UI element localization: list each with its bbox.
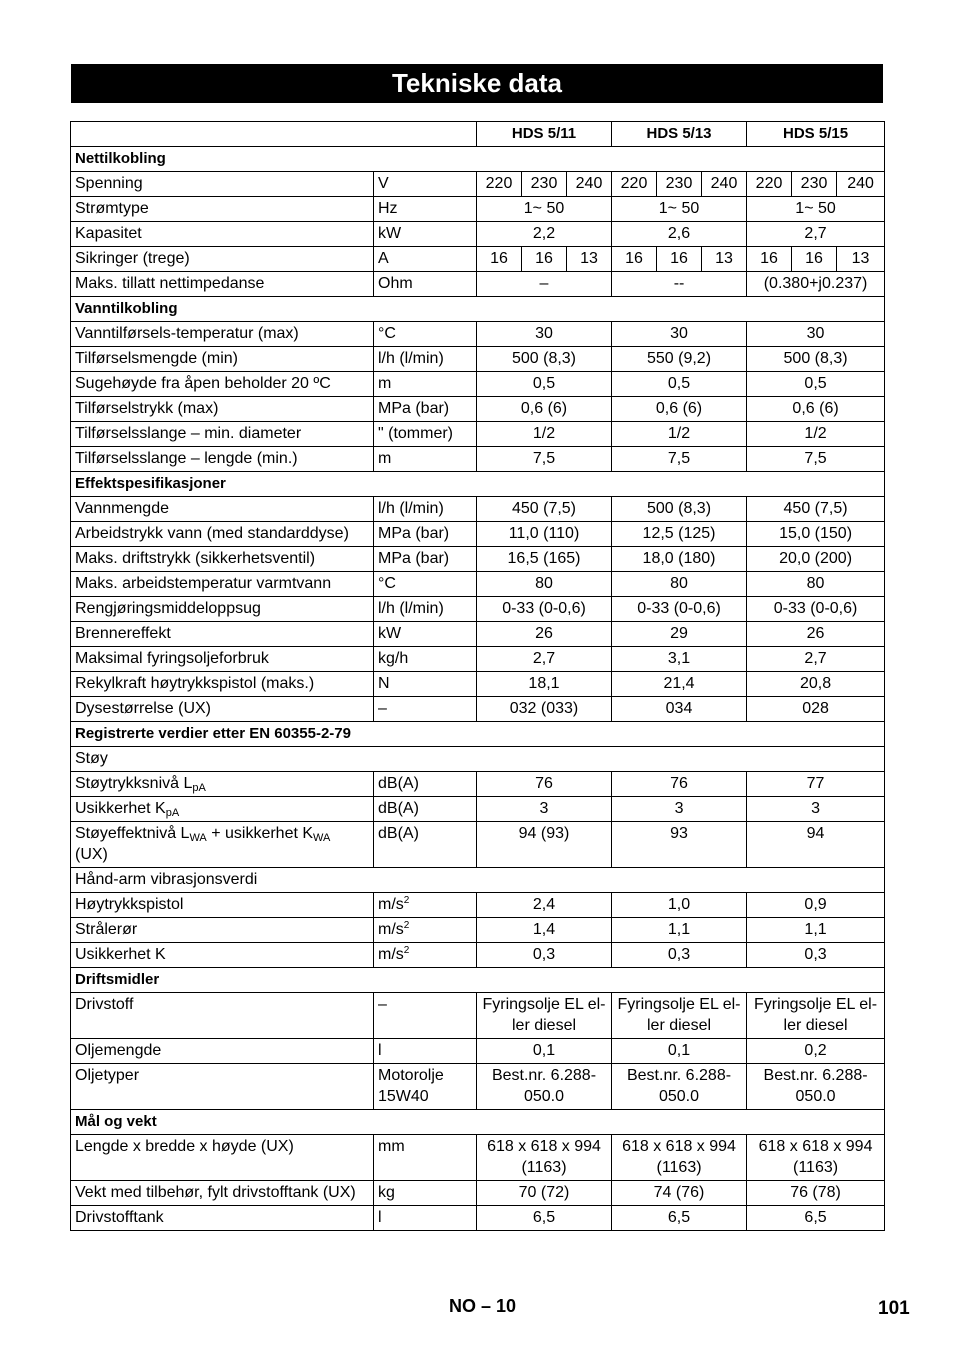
value-cell: 13 [567, 247, 612, 272]
value-cell: 618 x 618 x 994 (1163) [612, 1135, 747, 1181]
value-cell: 0-33 (0-0,6) [612, 597, 747, 622]
value-cell: 034 [612, 697, 747, 722]
row-unit: MPa (bar) [374, 397, 477, 422]
row-unit: – [374, 993, 477, 1039]
value-cell: 240 [837, 172, 885, 197]
value-cell: 618 x 618 x 994 (1163) [477, 1135, 612, 1181]
value-cell: 80 [612, 572, 747, 597]
row-unit: MPa (bar) [374, 522, 477, 547]
value-cell: 20,8 [747, 672, 885, 697]
value-cell: 76 [612, 772, 747, 797]
value-cell: 2,7 [477, 647, 612, 672]
value-cell: 2,4 [477, 893, 612, 918]
row-unit: m [374, 372, 477, 397]
row-unit: " (tommer) [374, 422, 477, 447]
value-cell: 7,5 [477, 447, 612, 472]
table-row [71, 722, 885, 747]
table-row [71, 822, 885, 868]
row-unit: MPa (bar) [374, 547, 477, 572]
value-cell: 450 (7,5) [747, 497, 885, 522]
value-cell: 1~ 50 [477, 197, 612, 222]
row-label: Usikkerhet K [71, 943, 374, 968]
value-cell: 1/2 [477, 422, 612, 447]
row-label [71, 797, 374, 822]
value-cell: (0.380+j0.237) [747, 272, 885, 297]
row-label: Rengjøringsmiddeloppsug [71, 597, 374, 622]
row-unit: °C [374, 322, 477, 347]
row-label: Spenning [71, 172, 374, 197]
section-header: Mål og vekt [71, 1110, 885, 1135]
value-cell: 18,1 [477, 672, 612, 697]
row-label-subscript: WA [313, 832, 331, 844]
value-cell: 16 [612, 247, 657, 272]
value-cell: 26 [747, 622, 885, 647]
table-row [71, 422, 885, 447]
row-unit: kW [374, 622, 477, 647]
value-cell: 93 [612, 822, 747, 868]
value-cell: 500 (8,3) [747, 347, 885, 372]
row-unit: dB(A) [374, 772, 477, 797]
footer-language-code: NO – 10 [449, 1296, 517, 1316]
value-cell: Fyringsolje EL el-ler diesel [612, 993, 747, 1039]
value-cell: 16 [477, 247, 522, 272]
value-cell: 0-33 (0-0,6) [477, 597, 612, 622]
table-row [71, 697, 885, 722]
value-cell: 028 [747, 697, 885, 722]
value-cell: 1,1 [612, 918, 747, 943]
value-cell: 20,0 (200) [747, 547, 885, 572]
value-cell: 3 [747, 797, 885, 822]
value-cell: 240 [702, 172, 747, 197]
row-label: Strålerør [71, 918, 374, 943]
unit-superscript: 2 [403, 920, 410, 931]
table-row [71, 1039, 885, 1064]
value-cell: 3 [477, 797, 612, 822]
header-empty-cell [71, 122, 477, 147]
column-header: HDS 5/13 [612, 122, 747, 147]
row-label: Maks. tillatt nettimpedanse [71, 272, 374, 297]
value-cell: 16 [657, 247, 702, 272]
value-cell: 230 [522, 172, 567, 197]
row-label: Maks. driftstrykk (sikkerhetsventil) [71, 547, 374, 572]
column-header: HDS 5/11 [477, 122, 612, 147]
table-row [71, 672, 885, 697]
value-cell: 0-33 (0-0,6) [747, 597, 885, 622]
row-unit: l/h (l/min) [374, 347, 477, 372]
row-label: Strømtype [71, 197, 374, 222]
row-label: Kapasitet [71, 222, 374, 247]
row-label: Lengde x bredde x høyde (UX) [71, 1135, 374, 1181]
table-row [71, 1064, 885, 1110]
section-header: Registrerte verdier etter EN 60355-2-79 [71, 722, 885, 747]
value-cell: 0,6 (6) [612, 397, 747, 422]
value-cell: 032 (033) [477, 697, 612, 722]
value-cell: 6,5 [747, 1206, 885, 1231]
value-cell: 0,5 [612, 372, 747, 397]
table-row [71, 247, 885, 272]
value-cell: 30 [477, 322, 612, 347]
value-cell: 29 [612, 622, 747, 647]
row-label: Tilførselsmengde (min) [71, 347, 374, 372]
value-cell: 220 [747, 172, 792, 197]
row-unit: mm [374, 1135, 477, 1181]
row-unit: l [374, 1206, 477, 1231]
unit-text: m/s [378, 921, 404, 938]
table-row [71, 497, 885, 522]
row-unit: Ohm [374, 272, 477, 297]
value-cell: 16,5 (165) [477, 547, 612, 572]
row-unit: m [374, 447, 477, 472]
table-row [71, 222, 885, 247]
value-cell: 16 [792, 247, 837, 272]
page-number: 101 [878, 1298, 910, 1319]
row-unit: °C [374, 572, 477, 597]
column-header: HDS 5/15 [747, 122, 885, 147]
unit-text: m/s [378, 946, 404, 963]
unit-text: m/s [378, 896, 404, 913]
value-cell: 0,3 [477, 943, 612, 968]
table-row [71, 397, 885, 422]
section-header: Vanntilkobling [71, 297, 885, 322]
value-cell: 16 [522, 247, 567, 272]
row-label-text: + usikkerhet K [206, 825, 314, 842]
row-label: Maks. arbeidstemperatur varmtvann [71, 572, 374, 597]
table-row [71, 472, 885, 497]
value-cell: -- [612, 272, 747, 297]
value-cell: 94 (93) [477, 822, 612, 868]
row-unit: V [374, 172, 477, 197]
section-header: Nettilkobling [71, 147, 885, 172]
table-row [71, 197, 885, 222]
value-cell: 0,6 (6) [477, 397, 612, 422]
row-unit: l/h (l/min) [374, 497, 477, 522]
table-row [71, 868, 885, 893]
value-cell: 2,2 [477, 222, 612, 247]
row-unit: N [374, 672, 477, 697]
value-cell: 7,5 [612, 447, 747, 472]
value-cell: 450 (7,5) [477, 497, 612, 522]
row-label: Oljetyper [71, 1064, 374, 1110]
value-cell: 0,1 [477, 1039, 612, 1064]
section-header: Driftsmidler [71, 968, 885, 993]
value-cell: 0,3 [747, 943, 885, 968]
value-cell: 240 [567, 172, 612, 197]
value-cell: 70 (72) [477, 1181, 612, 1206]
row-unit [374, 943, 477, 968]
value-cell: 230 [657, 172, 702, 197]
value-cell: 77 [747, 772, 885, 797]
value-cell: 0,5 [477, 372, 612, 397]
table-row [71, 597, 885, 622]
row-label: Sugehøyde fra åpen beholder 20 ºC [71, 372, 374, 397]
row-label: Drivstoff [71, 993, 374, 1039]
row-label: Drivstofftank [71, 1206, 374, 1231]
row-label-text: (UX) [75, 846, 108, 863]
table-row [71, 1110, 885, 1135]
row-label: Maksimal fyringsoljeforbruk [71, 647, 374, 672]
value-cell: Fyringsolje EL el-ler diesel [477, 993, 612, 1039]
table-row [71, 372, 885, 397]
value-cell: 15,0 (150) [747, 522, 885, 547]
value-cell: 1,0 [612, 893, 747, 918]
row-unit: kg [374, 1181, 477, 1206]
subsection-label: Hånd-arm vibrasjonsverdi [71, 868, 885, 893]
row-label: Tilførselstrykk (max) [71, 397, 374, 422]
row-label: Vannmengde [71, 497, 374, 522]
table-row [71, 297, 885, 322]
value-cell: 12,5 (125) [612, 522, 747, 547]
unit-superscript: 2 [403, 945, 410, 956]
row-label: Dysestørrelse (UX) [71, 697, 374, 722]
value-cell: 0,3 [612, 943, 747, 968]
row-unit: l/h (l/min) [374, 597, 477, 622]
row-unit: kW [374, 222, 477, 247]
row-label: Tilførselsslange – lengde (min.) [71, 447, 374, 472]
table-row [71, 272, 885, 297]
value-cell: 6,5 [612, 1206, 747, 1231]
row-label-text: Støytrykksnivå L [75, 775, 193, 792]
table-row [71, 622, 885, 647]
row-unit: Hz [374, 197, 477, 222]
value-cell: 550 (9,2) [612, 347, 747, 372]
subsection-label: Støy [71, 747, 885, 772]
row-label: Brennereffekt [71, 622, 374, 647]
row-label [71, 772, 374, 797]
table-row [71, 647, 885, 672]
value-cell: Best.nr. 6.288-050.0 [612, 1064, 747, 1110]
value-cell: Fyringsolje EL el-ler diesel [747, 993, 885, 1039]
table-row [71, 772, 885, 797]
value-cell: 3 [612, 797, 747, 822]
table-row [71, 547, 885, 572]
table-row [71, 1181, 885, 1206]
value-cell: 0,1 [612, 1039, 747, 1064]
value-cell: 26 [477, 622, 612, 647]
value-cell: 1~ 50 [612, 197, 747, 222]
value-cell: 1/2 [612, 422, 747, 447]
row-unit: kg/h [374, 647, 477, 672]
value-cell: 94 [747, 822, 885, 868]
row-unit [374, 918, 477, 943]
value-cell: 220 [612, 172, 657, 197]
unit-superscript: 2 [403, 895, 410, 906]
value-cell: 220 [477, 172, 522, 197]
value-cell: 21,4 [612, 672, 747, 697]
row-unit: – [374, 697, 477, 722]
row-unit: Motorolje 15W40 [374, 1064, 477, 1110]
value-cell: 30 [747, 322, 885, 347]
value-cell: 13 [837, 247, 885, 272]
table-row [71, 968, 885, 993]
value-cell: 0,6 (6) [747, 397, 885, 422]
table-row [71, 147, 885, 172]
value-cell: Best.nr. 6.288-050.0 [477, 1064, 612, 1110]
value-cell: 2,7 [747, 222, 885, 247]
value-cell: 18,0 (180) [612, 547, 747, 572]
table-row [71, 447, 885, 472]
row-label: Vekt med tilbehør, fylt drivstofftank (UX) [71, 1181, 374, 1206]
value-cell: 1,1 [747, 918, 885, 943]
value-cell: 0,5 [747, 372, 885, 397]
table-row [71, 522, 885, 547]
table-row [71, 572, 885, 597]
row-label: Rekylkraft høytrykkspistol (maks.) [71, 672, 374, 697]
value-cell: – [477, 272, 612, 297]
table-row [71, 322, 885, 347]
value-cell: 6,5 [477, 1206, 612, 1231]
value-cell: 618 x 618 x 994 (1163) [747, 1135, 885, 1181]
table-row [71, 797, 885, 822]
value-cell: 74 (76) [612, 1181, 747, 1206]
row-unit: l [374, 1039, 477, 1064]
value-cell: 11,0 (110) [477, 522, 612, 547]
table-row [71, 943, 885, 968]
value-cell: 80 [747, 572, 885, 597]
value-cell: 30 [612, 322, 747, 347]
row-label: Vanntilførsels-temperatur (max) [71, 322, 374, 347]
row-unit: A [374, 247, 477, 272]
value-cell: 76 (78) [747, 1181, 885, 1206]
table-row [71, 122, 885, 147]
value-cell: 500 (8,3) [612, 497, 747, 522]
table-row [71, 893, 885, 918]
row-unit [374, 893, 477, 918]
value-cell: 230 [792, 172, 837, 197]
value-cell: 16 [747, 247, 792, 272]
value-cell: 500 (8,3) [477, 347, 612, 372]
value-cell: Best.nr. 6.288-050.0 [747, 1064, 885, 1110]
row-label-text: Støyeffektnivå L [75, 825, 190, 842]
value-cell: 3,1 [612, 647, 747, 672]
value-cell: 13 [702, 247, 747, 272]
technical-data-table [70, 121, 885, 1231]
value-cell: 0,9 [747, 893, 885, 918]
value-cell: 7,5 [747, 447, 885, 472]
row-label: Arbeidstrykk vann (med standarddyse) [71, 522, 374, 547]
table-row [71, 993, 885, 1039]
row-label-subscript: WA [189, 832, 207, 844]
row-label [71, 822, 374, 868]
table-row [71, 918, 885, 943]
table-row [71, 347, 885, 372]
value-cell: 2,7 [747, 647, 885, 672]
row-label-subscript: pA [165, 807, 180, 819]
row-label-subscript: pA [192, 782, 206, 794]
row-unit: dB(A) [374, 822, 477, 868]
row-label: Tilførselsslange – min. diameter [71, 422, 374, 447]
table-row [71, 747, 885, 772]
table-row [71, 1135, 885, 1181]
row-label: Sikringer (trege) [71, 247, 374, 272]
table-row [71, 1206, 885, 1231]
row-label: Høytrykkspistol [71, 893, 374, 918]
row-unit: dB(A) [374, 797, 477, 822]
value-cell: 80 [477, 572, 612, 597]
value-cell: 1,4 [477, 918, 612, 943]
value-cell: 2,6 [612, 222, 747, 247]
value-cell: 0,2 [747, 1039, 885, 1064]
page-title: Tekniske data [71, 64, 883, 103]
value-cell: 76 [477, 772, 612, 797]
row-label: Oljemengde [71, 1039, 374, 1064]
value-cell: 1~ 50 [747, 197, 885, 222]
section-header: Effektspesifikasjoner [71, 472, 885, 497]
table-row [71, 172, 885, 197]
value-cell: 1/2 [747, 422, 885, 447]
row-label-text: Usikkerhet K [75, 800, 166, 817]
